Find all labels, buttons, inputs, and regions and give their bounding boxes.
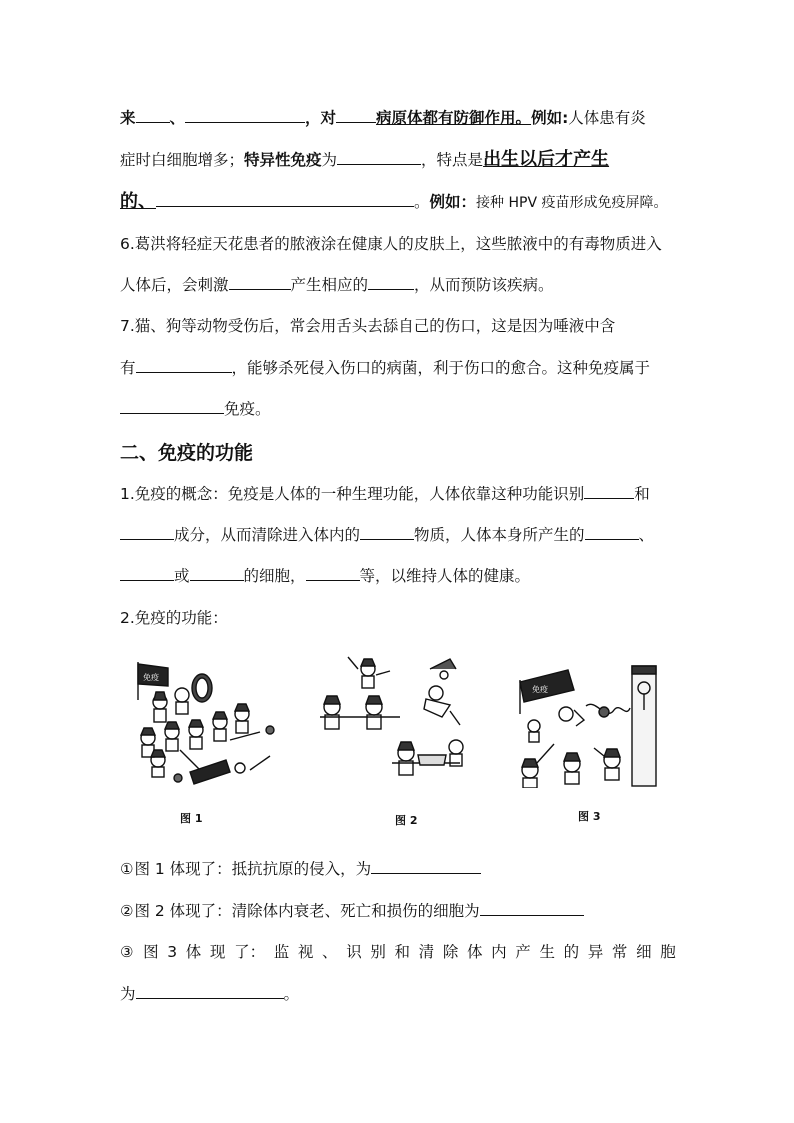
number-marker: ③	[120, 943, 134, 961]
text: 来	[120, 109, 136, 127]
char: 、	[322, 943, 338, 961]
text: ，从而预防该疾病。	[414, 276, 554, 294]
char: 体	[185, 943, 202, 961]
text: 出生以后才产生	[483, 149, 610, 170]
text: 症时白细胞增多；	[120, 151, 245, 169]
text: 例如：	[429, 193, 477, 211]
function-3	[120, 940, 676, 964]
char: 监	[273, 943, 290, 961]
answer-blank[interactable]	[120, 523, 174, 540]
text: 的、	[120, 191, 156, 212]
answer-blank[interactable]	[368, 273, 414, 290]
answer-blank[interactable]	[120, 564, 174, 581]
char: 常	[611, 943, 628, 961]
text: 产生相应的	[290, 276, 369, 294]
answer-blank[interactable]	[136, 982, 284, 999]
text: 接种 HPV 疫苗形成免疫屏障。	[476, 195, 668, 211]
char: 胞	[660, 943, 676, 961]
answer-blank[interactable]	[585, 523, 639, 540]
function-1	[120, 857, 676, 881]
answer-blank[interactable]	[480, 899, 584, 916]
text: 和	[634, 485, 650, 503]
text: 病原体都有防御作用。	[376, 109, 532, 127]
figure-2-illustration	[310, 655, 470, 790]
number-marker: ①	[120, 860, 134, 878]
function-title: 2.免疫的功能：	[120, 609, 228, 627]
text: 为	[321, 151, 338, 169]
flag-label: 免疫	[143, 673, 159, 682]
char: 除	[442, 943, 459, 961]
function-2	[120, 899, 676, 923]
flag-label: 免疫	[532, 685, 548, 694]
char: 异	[587, 943, 604, 961]
text: 图 1 体现了：抵抗抗原的侵入，为	[134, 860, 372, 878]
text: 图 2 体现了：清除体内衰老、死亡和损伤的细胞为	[134, 902, 480, 920]
q7-line1: 7.猫、狗等动物受伤后，常会用舌头去舔自己的伤口，这是因为唾液中含	[120, 317, 616, 335]
figure-1-caption: 图 1	[180, 812, 203, 825]
char: 视	[297, 943, 314, 961]
text: ，对	[305, 109, 337, 127]
answer-blank[interactable]	[360, 523, 414, 540]
char: 识	[346, 943, 362, 961]
char: 了：	[234, 943, 266, 961]
text: 、	[638, 526, 655, 544]
char: 图	[143, 943, 159, 961]
answer-blank[interactable]	[190, 564, 244, 581]
char: 3	[167, 943, 178, 961]
concept-line2	[120, 523, 676, 547]
number-marker: ②	[120, 902, 134, 920]
answer-blank[interactable]	[185, 106, 305, 123]
answer-blank[interactable]	[136, 356, 232, 373]
text: 为	[120, 985, 136, 1003]
answer-blank[interactable]	[156, 190, 414, 207]
answer-blank[interactable]	[229, 273, 291, 290]
section-heading: 二、免疫的功能	[120, 442, 254, 464]
para5-line1	[120, 106, 676, 130]
answer-blank[interactable]	[306, 564, 360, 581]
text: 人体患有炎	[568, 109, 646, 127]
text: 或	[174, 567, 190, 585]
char: 和	[394, 943, 411, 961]
answer-blank[interactable]	[371, 857, 481, 874]
answer-blank[interactable]	[136, 106, 170, 123]
para5-line2	[120, 148, 676, 172]
text: 成分，从而清除进入体内的	[174, 526, 361, 544]
char: 现	[209, 943, 226, 961]
text: 物质，人体本身所产生的	[414, 526, 585, 544]
text: 例如:	[531, 109, 569, 127]
text: 人体后，会刺激	[120, 276, 229, 294]
text: 等，以维持人体的健康。	[359, 567, 531, 585]
concept-line1	[120, 482, 676, 506]
q6-line2	[120, 273, 676, 297]
figure-2-caption: 图 2	[395, 814, 418, 827]
figure-3-illustration	[500, 660, 670, 788]
answer-blank[interactable]	[336, 106, 376, 123]
concept-line3	[120, 564, 676, 588]
text: 的细胞，	[243, 567, 306, 585]
char: 生	[539, 943, 555, 961]
text: ，能够杀死侵入伤口的病菌，利于伤口的愈合。这种免疫属于	[231, 359, 651, 377]
answer-blank[interactable]	[584, 482, 634, 499]
char: 产	[515, 943, 531, 961]
q7-line3	[120, 397, 676, 421]
text: ，特点是	[421, 151, 484, 169]
char: 别	[370, 943, 386, 961]
text: 有	[120, 359, 136, 377]
figure-3-caption: 图 3	[578, 810, 601, 823]
text: 、	[169, 109, 186, 127]
q7-line2	[120, 356, 676, 380]
para5-line3	[120, 190, 676, 215]
figure-1-illustration	[130, 660, 280, 790]
text: 。	[414, 193, 430, 211]
answer-blank[interactable]	[337, 148, 421, 165]
answer-blank[interactable]	[120, 397, 224, 414]
q6-line1: 6.葛洪将轻症天花患者的脓液涂在健康人的皮肤上，这些脓液中的有毒物质进入	[120, 235, 662, 253]
text: 免疫。	[224, 400, 271, 418]
char: 体	[466, 943, 483, 961]
char: 的	[563, 943, 580, 961]
text: 特异性免疫	[244, 151, 322, 169]
text: 。	[283, 985, 300, 1003]
text: 1.免疫的概念：免疫是人体的一种生理功能，人体依靠这种功能识别	[120, 485, 585, 503]
char: 细	[636, 943, 652, 961]
char: 清	[418, 943, 435, 961]
function-3-line2	[120, 982, 676, 1006]
char: 内	[491, 943, 507, 961]
